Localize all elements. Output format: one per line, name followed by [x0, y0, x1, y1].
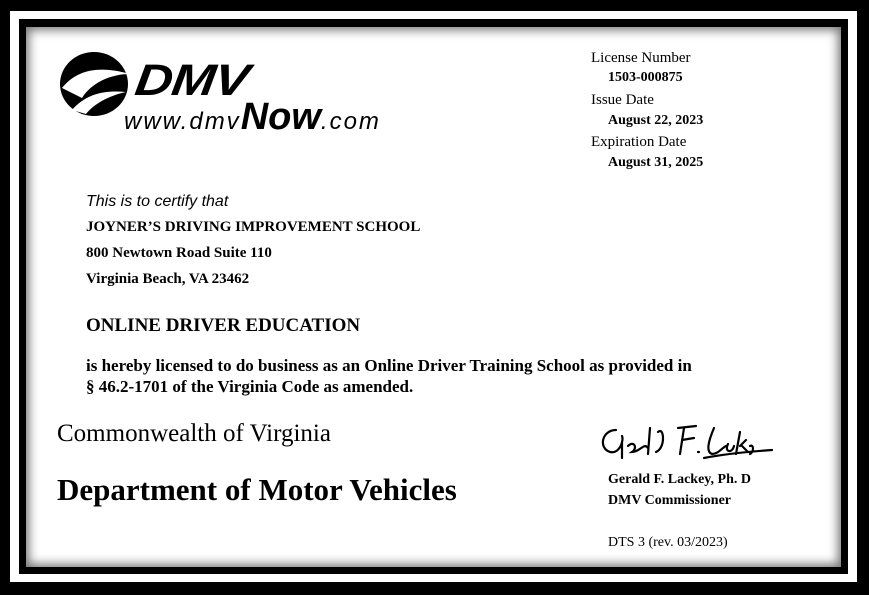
program-title: ONLINE DRIVER EDUCATION: [86, 315, 361, 336]
logo-url-now: Now: [240, 96, 321, 138]
license-statement-line1: is hereby licensed to do business as an Online Driver Training School as provided in: [86, 356, 692, 375]
commissioner-name: Gerald F. Lackey, Ph. D: [608, 472, 751, 487]
school-address-line1: 800 Newtown Road Suite 110: [86, 245, 272, 261]
logo-url: [124, 96, 381, 139]
certify-intro: This is to certify that: [86, 193, 229, 210]
expiration-date-value: August 31, 2025: [608, 155, 704, 170]
logo-url-suffix: .com: [320, 108, 381, 135]
department-heading: Department of Motor Vehicles: [57, 472, 457, 507]
expiration-date-label: Expiration Date: [591, 134, 687, 150]
license-statement-line2: § 46.2-1701 of the Virginia Code as amended.: [86, 377, 414, 396]
form-number: DTS 3 (rev. 03/2023): [608, 535, 728, 550]
school-address-line2: Virginia Beach, VA 23462: [86, 271, 250, 287]
commonwealth-heading: Commonwealth of Virginia: [57, 420, 331, 447]
license-number-label: License Number: [591, 50, 691, 66]
license-number-value: 1503-000875: [608, 70, 683, 85]
school-name: JOYNER’S DRIVING IMPROVEMENT SCHOOL: [86, 219, 421, 235]
logo-url-prefix: www.dmv: [124, 108, 241, 135]
issue-date-label: Issue Date: [591, 92, 654, 108]
issue-date-value: August 22, 2023: [608, 113, 704, 128]
dmv-now-logo: [56, 48, 416, 143]
dmv-wordmark: DMV: [132, 55, 252, 106]
commissioner-signature: [594, 418, 774, 468]
commissioner-title: DMV Commissioner: [608, 493, 732, 508]
